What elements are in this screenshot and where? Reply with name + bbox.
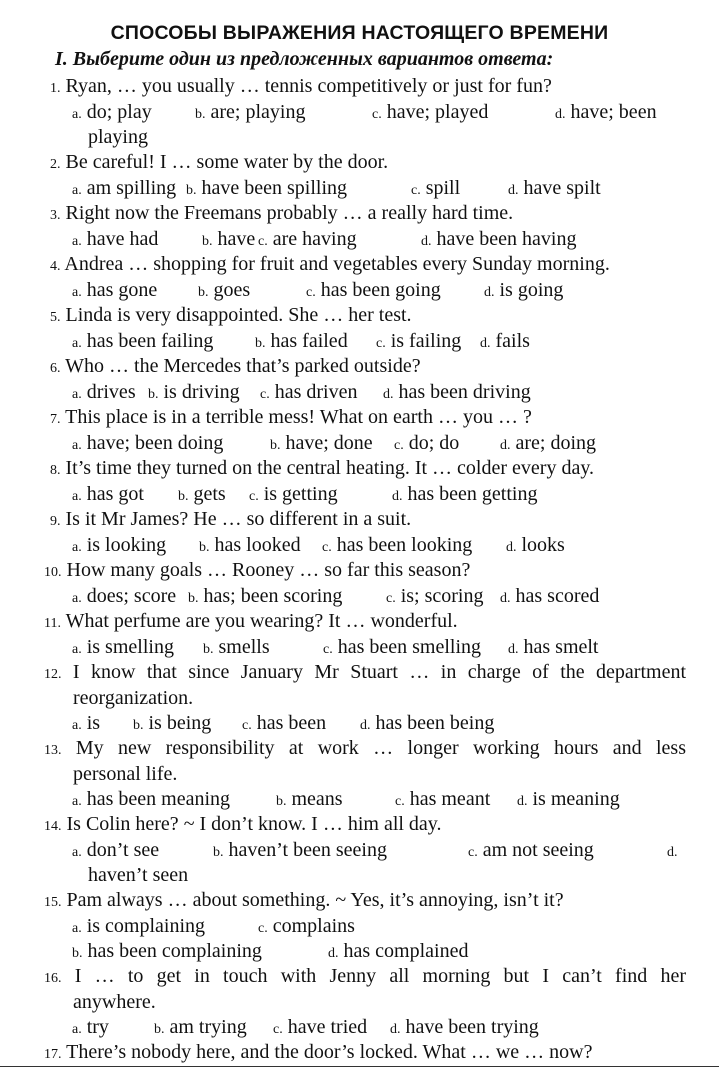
- option-letter: a.: [72, 488, 82, 504]
- option-text: smells: [218, 635, 270, 658]
- question-number: 6.: [50, 361, 61, 376]
- answer-option[interactable]: [306, 278, 441, 305]
- answer-option[interactable]: [255, 329, 348, 356]
- question-line: [44, 1040, 592, 1067]
- question-line: [44, 660, 686, 687]
- answer-option[interactable]: [72, 838, 159, 865]
- answer-option[interactable]: [72, 227, 158, 254]
- option-text: drives: [86, 380, 136, 403]
- option-letter: c.: [322, 539, 332, 555]
- question-line: [73, 990, 156, 1014]
- option-letter: d.: [328, 946, 339, 961]
- answer-option[interactable]: [203, 635, 270, 662]
- option-text: are having: [272, 227, 357, 250]
- option-letter: d.: [500, 437, 511, 453]
- answer-option[interactable]: [72, 329, 213, 356]
- answer-option[interactable]: [468, 838, 594, 865]
- question-text: This place is in a terrible mess! What on earth … you … ?: [65, 406, 532, 428]
- question-text: Ryan, … you usually … tennis competitively or just for fun?: [65, 75, 552, 97]
- option-letter: a.: [72, 335, 82, 351]
- answer-option[interactable]: [506, 533, 565, 560]
- option-text: haven’t been seeing: [228, 838, 387, 861]
- question-text: Is it Mr James? He … so different in a suit.: [65, 508, 412, 530]
- question-line: [44, 558, 470, 585]
- option-letter: b.: [178, 488, 189, 504]
- answer-option[interactable]: [390, 1015, 539, 1042]
- question-text: There’s nobody here, and the door’s locked. What … we … now?: [66, 1041, 593, 1063]
- option-text: is meaning: [532, 788, 620, 810]
- question-text: Right now the Freemans probably … a really hard time.: [65, 202, 514, 224]
- option-letter: d.: [421, 233, 432, 249]
- option-text: have; played: [386, 100, 489, 123]
- option-text: gets: [193, 482, 226, 505]
- question-text: Be careful! I … some water by the door.: [65, 151, 389, 173]
- option-letter: c.: [411, 182, 421, 198]
- option-letter: c.: [386, 590, 396, 606]
- answer-option[interactable]: [508, 635, 599, 662]
- option-text: is: [86, 712, 101, 734]
- option-text: have; done: [285, 431, 373, 454]
- option-letter: d.: [360, 718, 371, 733]
- answer-option[interactable]: [72, 533, 166, 560]
- answer-option[interactable]: [394, 431, 459, 458]
- answer-option[interactable]: [517, 787, 620, 814]
- option-text: am not seeing: [482, 838, 594, 861]
- question-line: [73, 686, 193, 710]
- option-text: is getting: [263, 482, 338, 505]
- document-title: СПОСОБЫ ВЫРАЖЕНИЯ НАСТОЯЩЕГО ВРЕМЕНИ: [110, 22, 609, 44]
- option-letter: d.: [506, 539, 517, 555]
- option-text: try: [86, 1016, 109, 1038]
- option-letter: b.: [202, 233, 213, 249]
- option-text: is going: [499, 278, 564, 301]
- answer-option[interactable]: [386, 584, 484, 611]
- answer-option[interactable]: [484, 278, 563, 305]
- question-line: [50, 201, 513, 228]
- answer-option[interactable]: [213, 838, 387, 865]
- option-letter: d.: [392, 488, 403, 504]
- option-letter: a.: [72, 718, 82, 733]
- option-letter: d.: [508, 182, 519, 198]
- question-text: I know that since January Mr Stuart … in charge of the department: [72, 661, 686, 683]
- answer-option[interactable]: [88, 125, 148, 149]
- option-text: is smelling: [86, 635, 174, 658]
- option-text: have tried: [287, 1016, 368, 1038]
- question-number: 2.: [50, 157, 61, 172]
- question-line: [50, 354, 421, 381]
- answer-option[interactable]: [72, 176, 176, 203]
- answer-option[interactable]: [260, 380, 357, 407]
- answer-option[interactable]: [328, 939, 468, 966]
- answer-option[interactable]: [202, 227, 255, 254]
- option-text: has smelt: [523, 635, 599, 658]
- answer-option[interactable]: [276, 787, 343, 814]
- option-letter: c.: [394, 437, 404, 453]
- answer-option[interactable]: [508, 176, 601, 203]
- option-letter: c.: [468, 844, 478, 860]
- answer-option[interactable]: [392, 482, 537, 509]
- task-instruction: I. Выберите один из предложенных вариантов ответа:: [55, 48, 554, 70]
- answer-option[interactable]: [154, 1015, 247, 1042]
- question-text: Who … the Mercedes that’s parked outside?: [65, 355, 421, 377]
- answer-option[interactable]: [188, 584, 342, 611]
- option-text: has failed: [270, 329, 348, 352]
- answer-option[interactable]: [249, 482, 338, 509]
- option-text: have; been doing: [86, 431, 224, 454]
- answer-option[interactable]: [72, 711, 100, 738]
- option-letter: a.: [72, 844, 82, 860]
- question-number: 15.: [44, 895, 62, 910]
- answer-option[interactable]: [72, 635, 174, 662]
- answer-option[interactable]: [72, 100, 152, 127]
- option-letter: d.: [517, 794, 528, 809]
- option-text: fails: [495, 329, 530, 352]
- answer-option[interactable]: [500, 431, 596, 458]
- answer-option[interactable]: [133, 711, 211, 738]
- option-letter: a.: [72, 539, 82, 555]
- question-text: Pam always … about something. ~ Yes, it’s annoying, isn’t it?: [66, 889, 564, 911]
- answer-option[interactable]: [72, 939, 262, 966]
- answer-option[interactable]: [72, 914, 205, 941]
- option-text: don’t see: [86, 838, 160, 861]
- answer-option[interactable]: [411, 176, 460, 203]
- option-letter: d.: [390, 1022, 401, 1037]
- option-text: complains: [272, 914, 355, 937]
- option-text: is driving: [163, 380, 240, 403]
- option-text: has driven: [274, 380, 358, 403]
- option-text: has; been scoring: [203, 584, 343, 607]
- option-letter: b.: [195, 106, 206, 122]
- option-letter: d.: [484, 284, 495, 300]
- option-letter: b.: [133, 718, 144, 733]
- page-bottom-rule: [0, 1066, 719, 1067]
- option-text: have had: [86, 227, 159, 250]
- option-letter: d.: [383, 386, 394, 402]
- option-text: has complained: [343, 940, 469, 962]
- question-text: anywhere.: [73, 990, 156, 1013]
- option-text: do; do: [408, 431, 460, 454]
- option-letter: c.: [372, 106, 382, 122]
- option-letter: b.: [203, 641, 214, 657]
- option-letter: b.: [186, 182, 197, 198]
- option-text: has been driving: [398, 380, 531, 403]
- option-letter: a.: [72, 182, 82, 198]
- answer-option[interactable]: [195, 100, 305, 127]
- option-letter: c.: [260, 386, 270, 402]
- option-letter: d.: [500, 590, 511, 606]
- answer-option[interactable]: [72, 431, 223, 458]
- option-text: do; play: [86, 100, 152, 123]
- option-letter: d.: [508, 641, 519, 657]
- answer-option[interactable]: [148, 380, 240, 407]
- question-line: [50, 150, 388, 177]
- answer-option[interactable]: [72, 787, 230, 814]
- answer-option[interactable]: [322, 533, 472, 560]
- option-letter: c.: [258, 233, 268, 249]
- option-letter: c.: [258, 920, 268, 936]
- option-letter: b.: [72, 946, 83, 961]
- answer-option[interactable]: [258, 914, 355, 941]
- option-letter: b.: [270, 437, 281, 453]
- answer-option[interactable]: [198, 278, 250, 305]
- answer-option[interactable]: [360, 711, 494, 738]
- answer-option[interactable]: [376, 329, 461, 356]
- option-letter: a.: [72, 284, 82, 300]
- answer-option[interactable]: [500, 584, 599, 611]
- option-letter: a.: [72, 386, 82, 402]
- option-text: have spilt: [523, 176, 601, 199]
- option-text: has got: [86, 482, 144, 505]
- option-text: am trying: [169, 1016, 247, 1038]
- answer-option[interactable]: [395, 787, 490, 814]
- question-line: [44, 736, 686, 763]
- option-text: has scored: [515, 584, 600, 607]
- question-number: 5.: [50, 310, 61, 325]
- option-text: has been being: [375, 712, 495, 734]
- question-number: 14.: [44, 819, 62, 834]
- answer-option[interactable]: [199, 533, 301, 560]
- question-line: [50, 252, 610, 279]
- option-letter: b.: [154, 1022, 165, 1037]
- option-text: have been trying: [405, 1016, 539, 1038]
- question-line: [44, 609, 458, 636]
- option-letter: b.: [199, 539, 210, 555]
- option-letter: b.: [213, 844, 224, 860]
- answer-option[interactable]: [88, 863, 188, 887]
- answer-option[interactable]: [242, 711, 326, 738]
- question-number: 7.: [50, 412, 61, 427]
- option-text: is looking: [86, 533, 167, 556]
- option-letter: b.: [188, 590, 199, 606]
- option-letter: a.: [72, 590, 82, 606]
- option-letter: b.: [276, 794, 287, 809]
- question-number: 8.: [50, 463, 61, 478]
- option-text: has been: [256, 712, 327, 734]
- option-text: are; doing: [515, 431, 597, 454]
- question-number: 3.: [50, 208, 61, 223]
- option-letter: c.: [395, 794, 405, 809]
- option-text: has meant: [409, 788, 491, 810]
- option-letter: a.: [72, 1022, 82, 1037]
- option-letter: a.: [72, 106, 82, 122]
- answer-option[interactable]: [72, 482, 144, 509]
- option-letter: a.: [72, 920, 82, 936]
- option-text: looks: [521, 533, 565, 556]
- question-line: [44, 812, 442, 839]
- answer-option[interactable]: [178, 482, 226, 509]
- question-number: 1.: [50, 81, 61, 96]
- option-text: is being: [148, 712, 212, 734]
- question-number: 16.: [44, 971, 62, 986]
- answer-option[interactable]: [72, 1015, 109, 1042]
- option-letter: a.: [72, 794, 82, 809]
- option-text: spill: [425, 176, 461, 199]
- question-text: Linda is very disappointed. She … her test.: [65, 304, 412, 326]
- question-number: 13.: [44, 743, 62, 758]
- option-text: have been spilling: [201, 176, 348, 199]
- question-text: reorganization.: [73, 686, 194, 709]
- question-line: [50, 74, 552, 101]
- option-text: has been going: [320, 278, 441, 301]
- question-number: 4.: [50, 259, 61, 274]
- option-text: have: [217, 227, 256, 250]
- question-number: 17.: [44, 1047, 62, 1062]
- option-text: have been having: [436, 227, 577, 250]
- answer-option[interactable]: [421, 227, 576, 254]
- option-letter: b.: [198, 284, 209, 300]
- question-text: I … to get in touch with Jenny all morning but I can’t find her: [74, 965, 687, 987]
- option-letter: a.: [72, 641, 82, 657]
- answer-option[interactable]: [323, 635, 481, 662]
- option-letter: d.: [480, 335, 491, 351]
- question-text: Andrea … shopping for fruit and vegetables every Sunday morning.: [64, 253, 610, 275]
- option-letter: d.: [555, 106, 566, 122]
- question-text: personal life.: [73, 762, 178, 785]
- option-text: have; been: [570, 100, 657, 123]
- question-number: 10.: [44, 565, 62, 580]
- option-text: goes: [213, 278, 251, 301]
- option-text: is failing: [390, 329, 462, 352]
- answer-option[interactable]: [273, 1015, 367, 1042]
- option-text: has been looking: [336, 533, 473, 556]
- option-text: has been complaining: [87, 940, 262, 962]
- question-line: [50, 456, 594, 483]
- question-line: [73, 762, 177, 786]
- option-letter: c.: [242, 718, 252, 733]
- question-text: My new responsibility at work … longer working hours and less: [75, 737, 686, 759]
- answer-option[interactable]: [667, 838, 678, 865]
- option-letter: a.: [72, 437, 82, 453]
- question-line: [50, 405, 532, 432]
- option-text: are; playing: [210, 100, 306, 123]
- option-letter: b.: [148, 386, 159, 402]
- question-text: What perfume are you wearing? It … wonderful.: [65, 610, 458, 632]
- option-letter: c.: [323, 641, 333, 657]
- question-line: [44, 888, 564, 915]
- option-letter: c.: [376, 335, 386, 351]
- option-text: has gone: [86, 278, 158, 301]
- question-line: [44, 964, 686, 991]
- option-text: does; score: [86, 584, 177, 607]
- answer-option[interactable]: [186, 176, 347, 203]
- answer-option[interactable]: [372, 100, 488, 127]
- answer-option[interactable]: [383, 380, 531, 407]
- answer-option[interactable]: [270, 431, 373, 458]
- question-line: [50, 303, 412, 330]
- question-number: 9.: [50, 514, 61, 529]
- answer-option[interactable]: [555, 100, 657, 127]
- answer-option[interactable]: [72, 584, 176, 611]
- question-number: 12.: [44, 667, 62, 682]
- option-letter: b.: [255, 335, 266, 351]
- answer-option[interactable]: [258, 227, 357, 254]
- option-text: means: [291, 788, 343, 810]
- option-letter: c.: [249, 488, 259, 504]
- option-letter: c.: [273, 1022, 283, 1037]
- answer-option[interactable]: [480, 329, 530, 356]
- question-text: How many goals … Rooney … so far this season?: [66, 559, 471, 581]
- option-text: has looked: [214, 533, 301, 556]
- option-text: has been failing: [86, 329, 214, 352]
- question-line: [50, 507, 411, 534]
- option-text: is; scoring: [400, 584, 484, 607]
- option-text: has been meaning: [86, 788, 230, 810]
- question-text: Is Colin here? ~ I don’t know. I … him all day.: [66, 813, 442, 835]
- option-letter: c.: [306, 284, 316, 300]
- answer-option[interactable]: [72, 278, 157, 305]
- option-text: is complaining: [86, 914, 206, 937]
- option-text: am spilling: [86, 176, 177, 199]
- option-text: haven’t seen: [88, 864, 189, 886]
- option-text: playing: [88, 126, 148, 148]
- question-number: 11.: [44, 616, 61, 631]
- option-letter: a.: [72, 233, 82, 249]
- option-text: has been getting: [407, 482, 538, 505]
- option-letter: d.: [667, 844, 678, 860]
- option-text: has been smelling: [337, 635, 482, 658]
- question-text: It’s time they turned on the central heating. It … colder every day.: [65, 457, 595, 479]
- answer-option[interactable]: [72, 380, 136, 407]
